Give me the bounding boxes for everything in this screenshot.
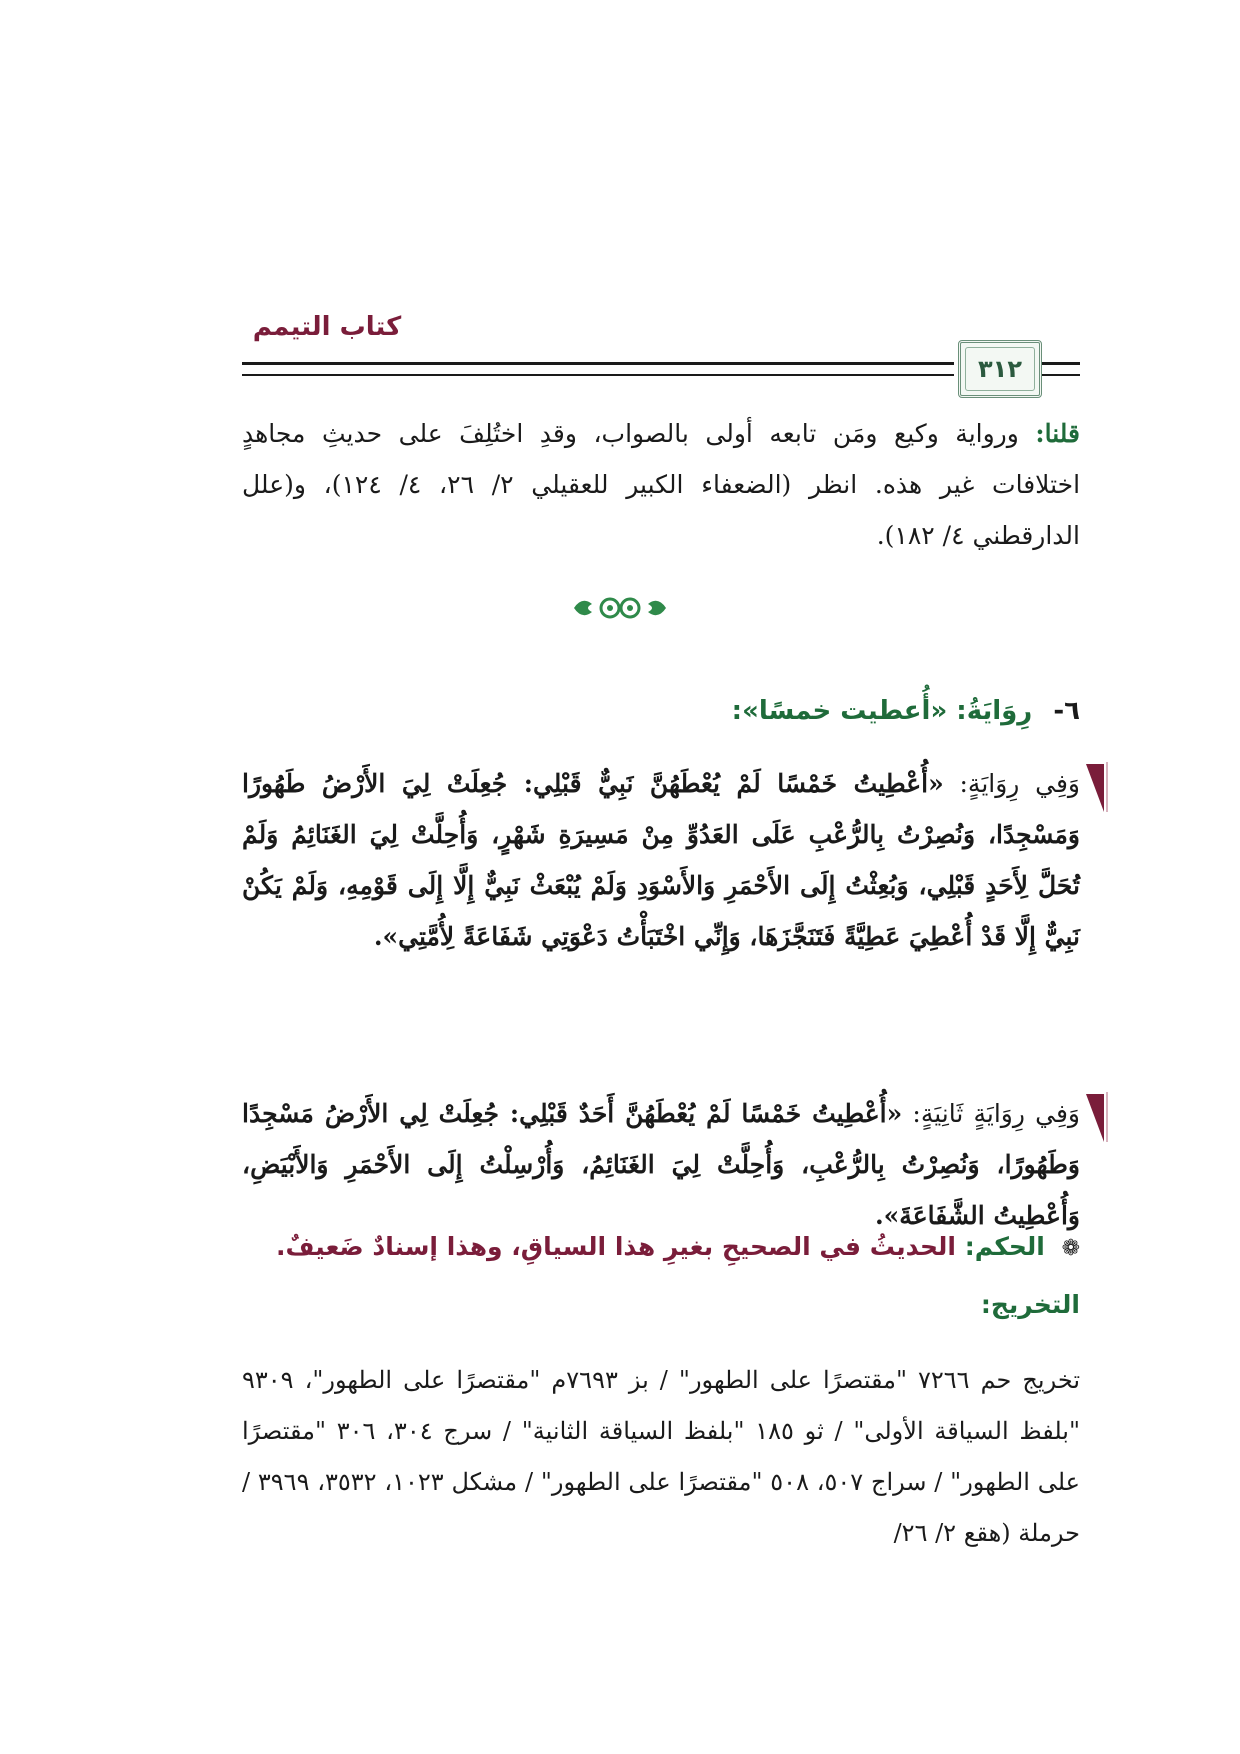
quote-marker-icon <box>1086 764 1104 812</box>
header-rule <box>242 374 954 376</box>
narration-block <box>242 758 1080 962</box>
commentary-lead: قلنا: <box>1035 419 1080 448</box>
narration-text: «أُعْطِيتُ خَمْسًا لَمْ يُعْطَهُنَّ أَحَدٌ قَبْلِي: جُعِلَتْ لِي الأَرْضُ مَسْجِدًا وَطَهُورًا، وَنُصِرْتُ بِالرُّعْبِ، وَأُحِلَّتْ لِيَ الغَنَائِمُ، وَأُرْسِلْتُ إِلَى الأَحْمَرِ وَالأَبْيَضِ، وَأُعْطِيتُ الشَّفَاعَةَ». <box>242 1099 1080 1230</box>
narration-intro: وَفِي رِوَايَةٍ ثَانِيَةٍ: <box>912 1099 1080 1128</box>
section-heading <box>732 696 1080 726</box>
floral-separator-icon <box>570 588 670 628</box>
narration-text: «أُعْطِيتُ خَمْسًا لَمْ يُعْطَهُنَّ نَبِيٌّ قَبْلِي: جُعِلَتْ لِيَ الأَرْضُ طَهُورًا وَمَسْجِدًا، وَنُصِرْتُ بِالرُّعْبِ عَلَى العَدُوِّ مِنْ مَسِيرَةِ شَهْرٍ، وَأُحِلَّتْ لِيَ الغَنَائِمُ وَلَمْ تُحَلَّ لِأَحَدٍ قَبْلِي، وَبُعِثْتُ إِلَى الأَحْمَرِ وَالأَسْوَدِ وَلَمْ يُبْعَثْ نَبِيٌّ إِلَّا إِلَى قَوْمِهِ، وَلَمْ يَكُنْ نَبِيٌّ إِلَّا قَدْ أُعْطِيَ عَطِيَّةً فَتَنَجَّزَهَا، وَإِنِّي اخْتَبَأْتُ دَعْوَتِي شَفَاعَةً لِأُمَّتِي». <box>242 769 1080 951</box>
book-title: كتاب التيمم <box>252 312 402 342</box>
header-rule <box>1040 362 1080 365</box>
floral-separator-icon-svg <box>570 590 670 626</box>
commentary-text: ورواية وكيع ومَن تابعه أولى بالصواب، وقدِ اختُلِفَ على حديثِ مجاهدٍ اختلافات غير هذه. انظر (الضعفاء الكبير للعقيلي ٢/ ٢٦، ٤/ ١٢٤)، و(علل الدارقطني ٤/ ١٨٢). <box>242 419 1081 550</box>
page-number-frame <box>958 340 1042 398</box>
commentary-paragraph <box>242 408 1080 561</box>
ruling-label: الحكم: <box>964 1232 1045 1261</box>
narration-intro: وَفِي رِوَايَةٍ: <box>959 769 1080 798</box>
takhrij-label: التخريج: <box>980 1290 1080 1319</box>
section-number: ٦- <box>1053 696 1080 726</box>
header-rule <box>242 362 954 365</box>
page-number: ٣١٢ <box>978 355 1022 383</box>
quote-marker-icon <box>1086 1094 1104 1142</box>
narration-block <box>242 1088 1080 1241</box>
ruling-text: الحديثُ في الصحيحِ بغيرِ هذا السياقِ، وهذا إسنادٌ ضَعيفٌ. <box>275 1232 956 1261</box>
flower-bullet-icon: ❁ <box>1061 1236 1080 1261</box>
header-rule <box>1040 374 1080 376</box>
section-title: رِوَايَةُ: «أُعطيت خمسًا»: <box>731 696 1033 726</box>
takhrij-text: تخريج حم ٧٢٦٦ "مقتصرًا على الطهور" / بز ٧٦٩٣م "مقتصرًا على الطهور"، ٩٣٠٩ "بلفظ السياقة الأولى" / ثو ١٨٥ "بلفظ السياقة الثانية" / سرج ٣٠٤، ٣٠٦ "مقتصرًا على الطهور" / سراج ٥٠٧، ٥٠٨ "مقتصرًا على الطهور" / مشكل ١٠٢٣، ٣٥٣٢، ٣٩٦٩ / حرملة (هقع ٢/ ٢٦/ <box>242 1366 1080 1547</box>
ruling-line <box>242 1232 1080 1261</box>
